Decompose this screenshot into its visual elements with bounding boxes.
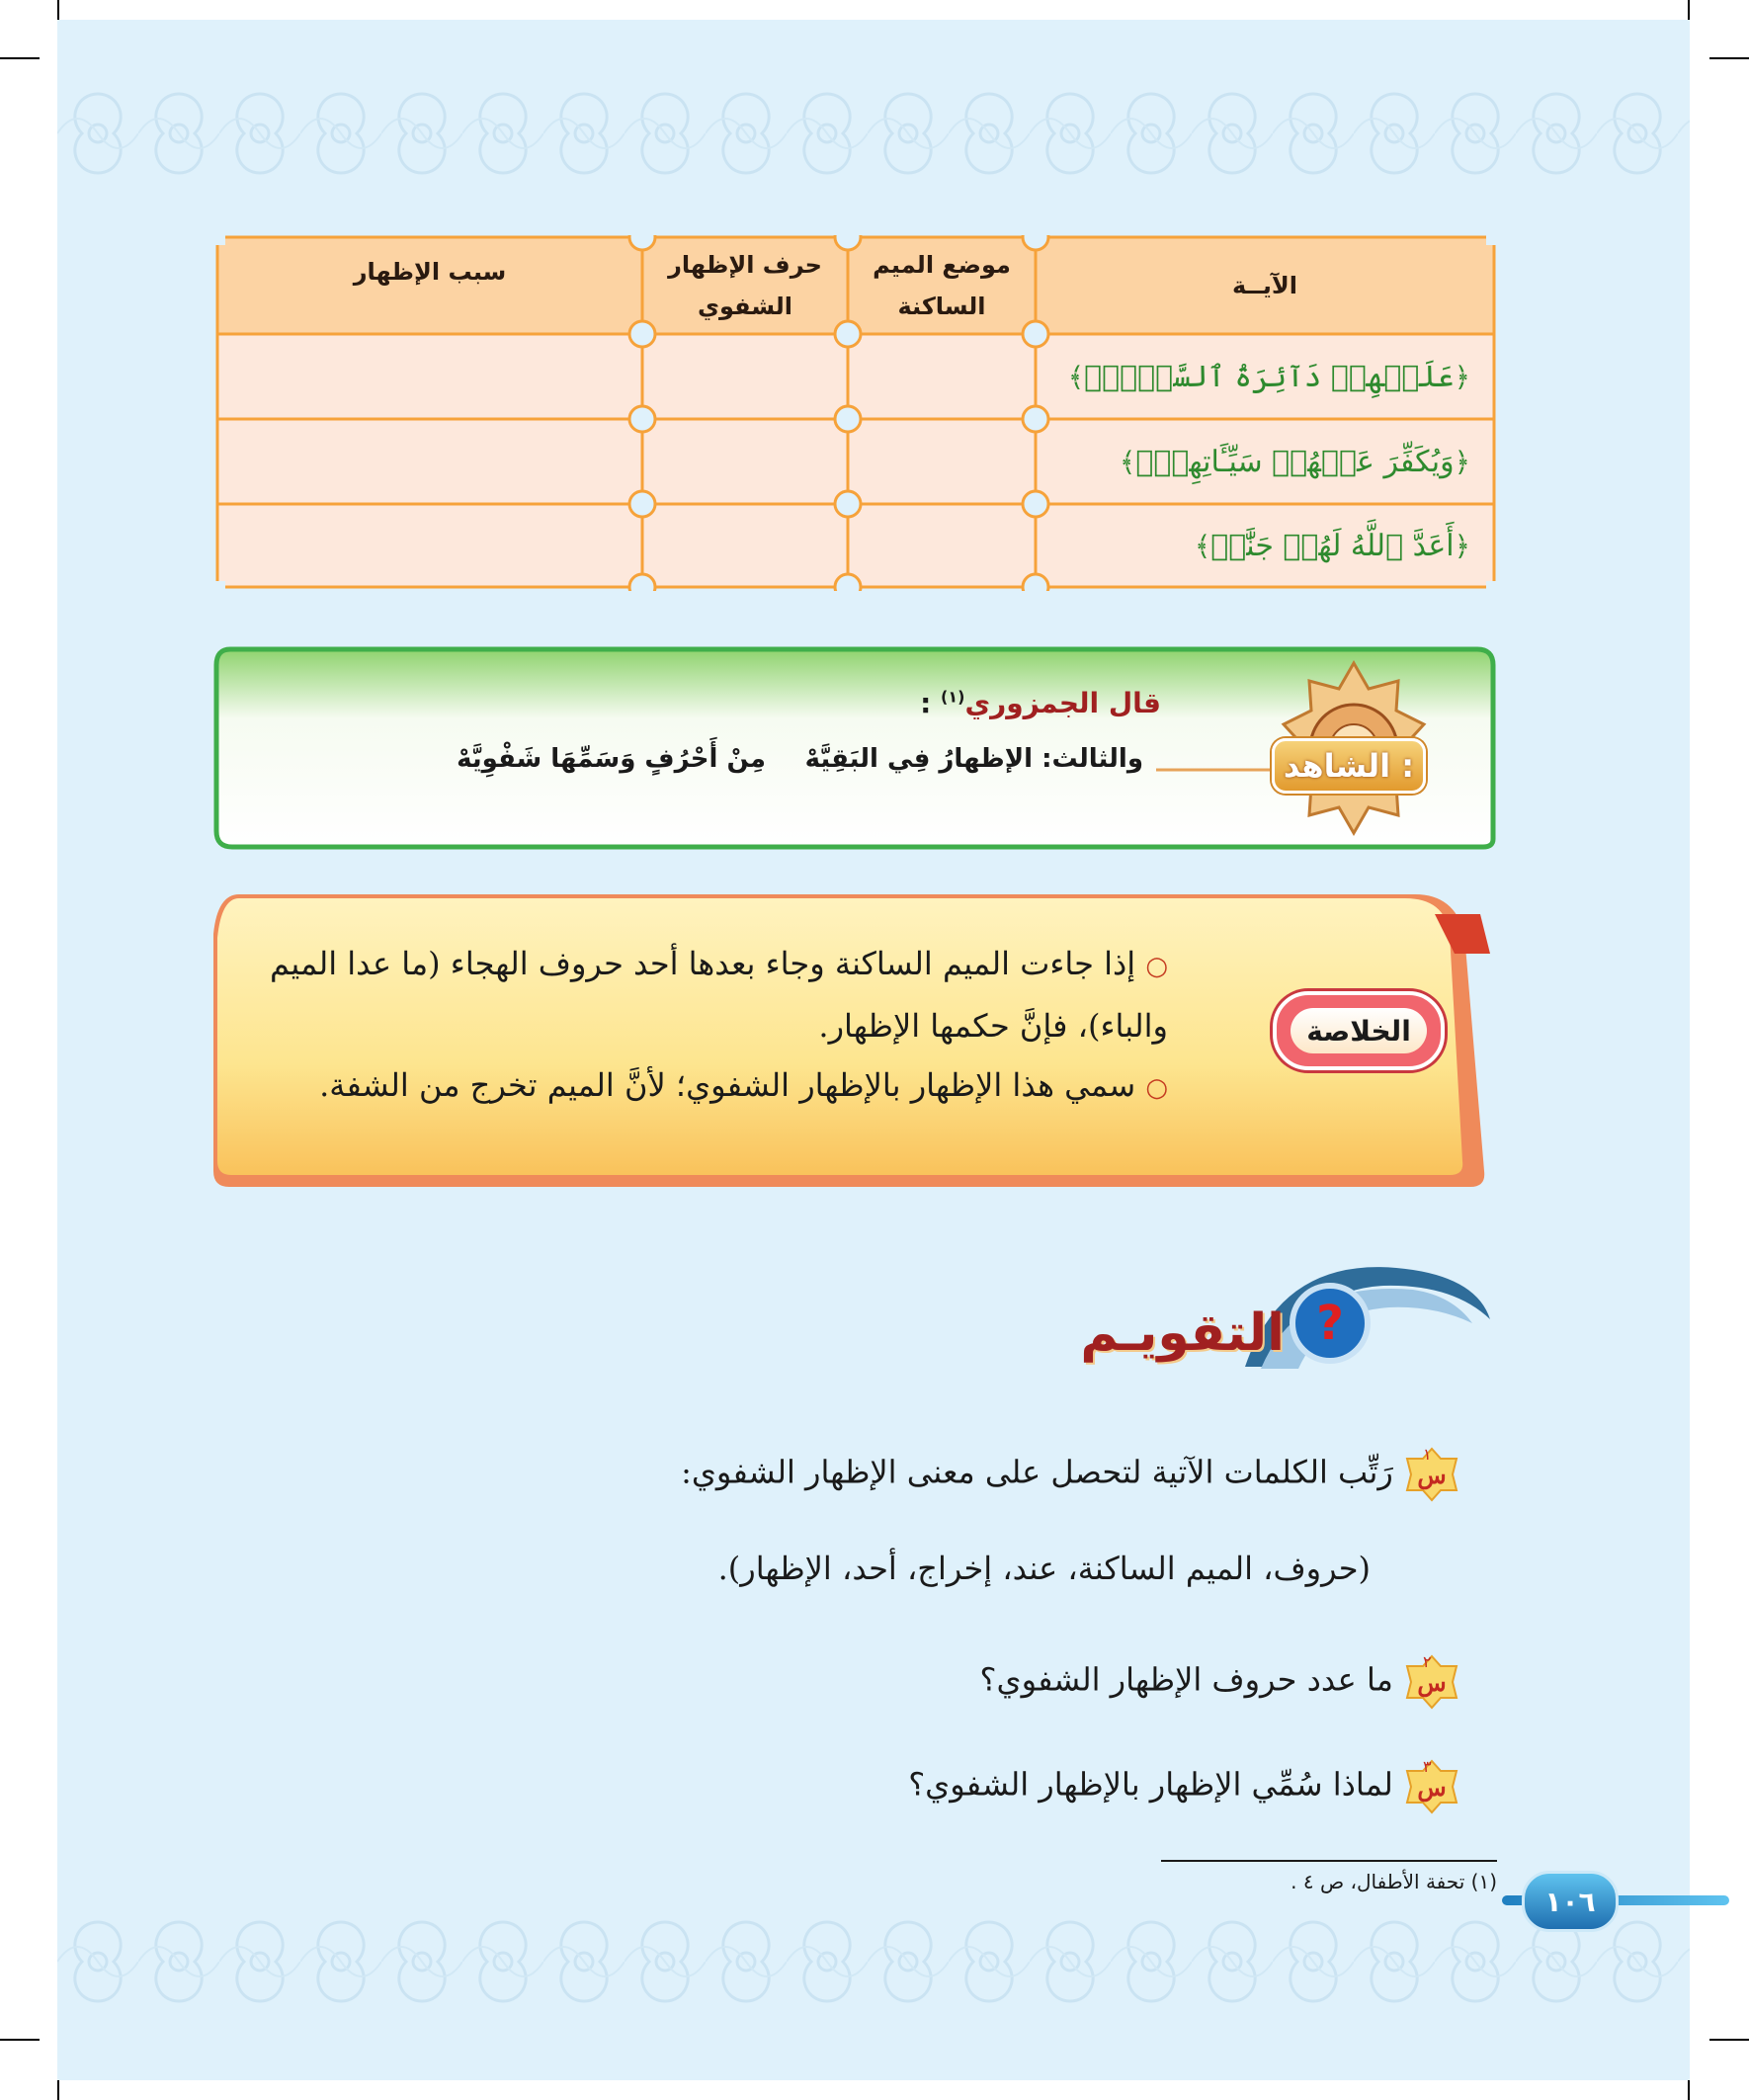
question-number: ١: [1423, 1445, 1432, 1464]
shahid-label: الشاهد :: [1272, 738, 1426, 794]
header-izhar-letter-line2: الشفوي: [698, 293, 792, 320]
crop-mark: [1709, 57, 1749, 59]
question-3-text: لماذا سُمِّي الإظهار بالإظهار الشفوي؟: [908, 1765, 1393, 1804]
header-verse: الآيــة: [1231, 272, 1298, 299]
footnote-ref: (١): [941, 687, 965, 707]
footnote-rule: [1161, 1860, 1497, 1862]
footnote-text: (١) تحفة الأطفال، ص ٤ .: [1291, 1870, 1497, 1893]
bullet-circle-icon: ○: [1145, 952, 1168, 981]
speaker-name: قال الجمزوري: [964, 687, 1161, 719]
table-row: [1036, 334, 1494, 419]
verse-text: عَلَيۡهِمۡ دَآئِرَةُ ٱلسَّوۡءِۗ: [1084, 359, 1455, 394]
table-row: [1036, 419, 1494, 504]
speaker-colon: :: [920, 687, 932, 719]
page-number: ١٠٦: [1544, 1885, 1596, 1918]
summary-bullet-1-text: إذا جاءت الميم الساكنة وجاء بعدها أحد حروف الهجاء (ما عدا الميم والباء)، فإنَّ حكمها الإظهار.: [270, 945, 1168, 1045]
verse-open-bracket: ﴿: [1454, 529, 1470, 562]
question-letter: س: [1417, 1461, 1447, 1489]
summary-box: [209, 894, 1494, 1191]
question-number: ٣: [1423, 1757, 1432, 1776]
question-2-text: ما عدد حروف الإظهار الشفوي؟: [979, 1660, 1393, 1699]
summary-label: الخلاصة: [1291, 1008, 1427, 1053]
question-3: [908, 1759, 1460, 1814]
verse-text: أَعَدَّ ٱللَّهُ لَهُمۡ جَنَّٰتٖ: [1210, 528, 1455, 563]
header-izhar-reason: سبب الإظهار: [353, 258, 507, 286]
analysis-table: [215, 235, 1496, 591]
hemistich-left: مِنْ أَحْرُفٍ وَسَمِّهَا شَفْوِيَّهْ: [457, 744, 766, 774]
summary-bullet-2-text: سمي هذا الإظهار بالإظهار الشفوي؛ لأنَّ الميم تخرج من الشفة.: [319, 1066, 1136, 1104]
ornament-band-bottom: [57, 1912, 1690, 2011]
question-letter: س: [1417, 1668, 1447, 1697]
verse-close-bracket: ﴾: [1119, 445, 1136, 478]
crop-mark: [0, 57, 40, 59]
question-1-words: (حروف، الميم الساكنة، عند، إخراج، أحد، الإظهار).: [717, 1550, 1371, 1587]
crop-mark: [0, 2039, 40, 2041]
verse-text: وَيُكَفِّرَ عَنۡهُمۡ سَيِّـَٔاتِهِمۡۚ: [1135, 444, 1455, 479]
bullet-circle-icon: ○: [1145, 1073, 1168, 1103]
question-1-text: رَتِّب الكلمات الآتية لتحصل على معنى الإظهار الشفوي:: [681, 1453, 1393, 1491]
header-meem-position: [848, 237, 1036, 334]
shahid-box: [212, 645, 1497, 851]
verse-close-bracket: ﴾: [1067, 360, 1085, 393]
question-number: ٢: [1423, 1652, 1432, 1671]
verse-open-bracket: ﴿: [1454, 360, 1470, 393]
page-number-badge: [1522, 1871, 1619, 1932]
question-letter: س: [1417, 1773, 1447, 1802]
table-row: [1036, 504, 1494, 587]
question-2: [980, 1654, 1460, 1710]
header-izhar-letter: [642, 237, 848, 334]
ornament-band-top: [57, 84, 1690, 183]
header-meem-position-line1: موضع الميم: [873, 251, 1011, 279]
summary-bullet-2: [170, 1055, 1168, 1118]
summary-label-badge: [1273, 991, 1445, 1070]
question-mark-icon: ?: [1316, 1296, 1344, 1351]
header-izhar-letter-line1: حرف الإظهار: [668, 251, 822, 279]
verse-close-bracket: ﴾: [1194, 529, 1211, 562]
verse-open-bracket: ﴿: [1454, 445, 1470, 478]
question-badge-icon: [1403, 1759, 1460, 1814]
evaluation-header: [1080, 1250, 1492, 1388]
hemistich-right: والثالث: الإظهارُ فِي البَقِيَّهْ: [804, 744, 1143, 774]
summary-bullet-1: [170, 934, 1168, 1055]
evaluation-title: التقويـم: [1080, 1303, 1285, 1363]
question-badge-icon: [1403, 1654, 1460, 1710]
shahid-speaker: [920, 687, 1161, 719]
header-meem-position-line2: الساكنة: [897, 293, 986, 320]
summary-bullets: [170, 934, 1168, 1118]
crop-mark: [1709, 2039, 1749, 2041]
question-badge-icon: [1403, 1447, 1460, 1502]
question-1: [681, 1447, 1460, 1502]
